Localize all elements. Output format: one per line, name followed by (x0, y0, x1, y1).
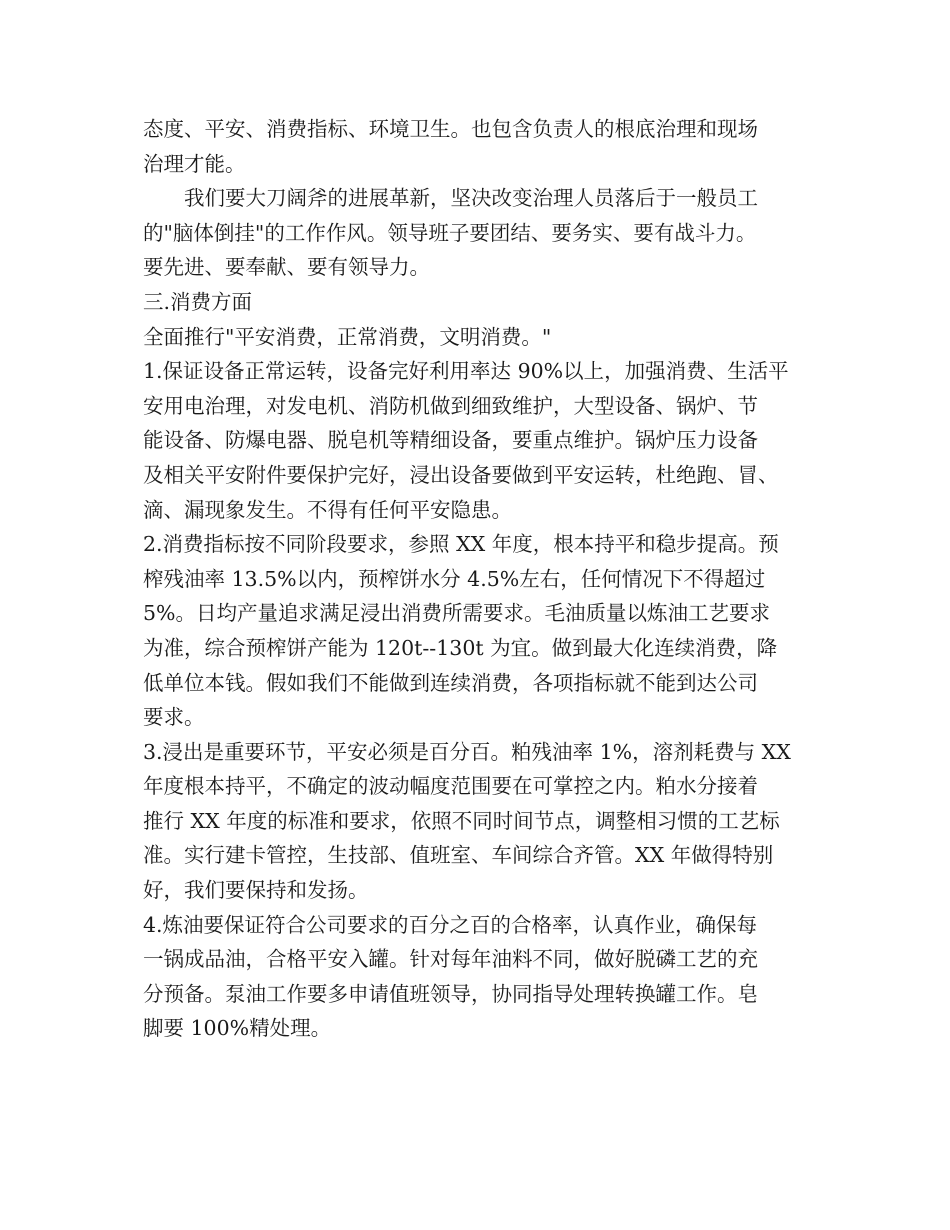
document-body (143, 112, 843, 1046)
text-line: 要求。 (143, 705, 205, 730)
section-heading: 三.消费方面 (143, 289, 253, 314)
text-line: 3.浸出是重要环节，平安必须是百分百。粕残油率 1%，溶剂耗费与 XX (143, 739, 791, 764)
text-line: 准。实行建卡管控，生技部、值班室、车间综合齐管。XX 年做得特别 (143, 843, 774, 868)
text-line: 一锅成品油，合格平安入罐。针对每年油料不同，做好脱磷工艺的充 (143, 947, 758, 972)
text-line: 5%。日均产量追求满足浸出消费所需要求。毛油质量以炼油工艺要求 (143, 601, 771, 626)
text-line: 能设备、防爆电器、脱皂机等精细设备，要重点维护。锅炉压力设备 (143, 428, 758, 453)
text-line: 4.炼油要保证符合公司要求的百分之百的合格率，认真作业，确保每 (143, 912, 758, 937)
text-line: 要先进、要奉献、要有领导力。 (143, 255, 430, 280)
text-line: 及相关平安附件要保护完好，浸出设备要做到平安运转，杜绝跑、冒、 (143, 462, 779, 487)
text-line: 低单位本钱。假如我们不能做到连续消费，各项指标就不能到达公司 (143, 670, 758, 695)
text-line: 分预备。泵油工作要多申请值班领导，协同指导处理转换罐工作。皂 (143, 981, 758, 1006)
text-line: 年度根本持平，不确定的波动幅度范围要在可掌控之内。粕水分接着 (143, 774, 758, 799)
text-line: 的"脑体倒挂"的工作作风。领导班子要团结、要务实、要有战斗力。 (143, 220, 757, 245)
text-line: 榨残油率 13.5%以内，预榨饼水分 4.5%左右，任何情况下不得超过 (143, 566, 766, 591)
text-line: 好，我们要保持和发扬。 (143, 878, 369, 903)
text-line: 态度、平安、消费指标、环境卫生。也包含负责人的根底治理和现场 (143, 117, 758, 141)
text-line: 滴、漏现象发生。不得有任何平安隐患。 (143, 497, 512, 522)
text-line: 我们要大刀阔斧的进展革新，坚决改变治理人员落后于一般员工 (143, 186, 758, 211)
text-line: 1.保证设备正常运转，设备完好利用率达 90%以上，加强消费、生活平 (143, 359, 789, 384)
text-line: 脚要 100%精处理。 (143, 1016, 332, 1041)
text-line: 全面推行"平安消费，正常消费，文明消费。" (143, 324, 552, 349)
text-line: 治理才能。 (143, 151, 246, 176)
text-line: 2.消费指标按不同阶段要求，参照 XX 年度，根本持平和稳步提高。预 (143, 532, 779, 557)
text-line: 推行 XX 年度的标准和要求，依照不同时间节点，调整相习惯的工艺标 (143, 808, 780, 833)
text-line: 安用电治理，对发电机、消防机做到细致维护，大型设备、锅炉、节 (143, 393, 758, 418)
text-line: 为准，综合预榨饼产能为 120t--130t 为宜。做到最大化连续消费，降 (143, 635, 778, 660)
